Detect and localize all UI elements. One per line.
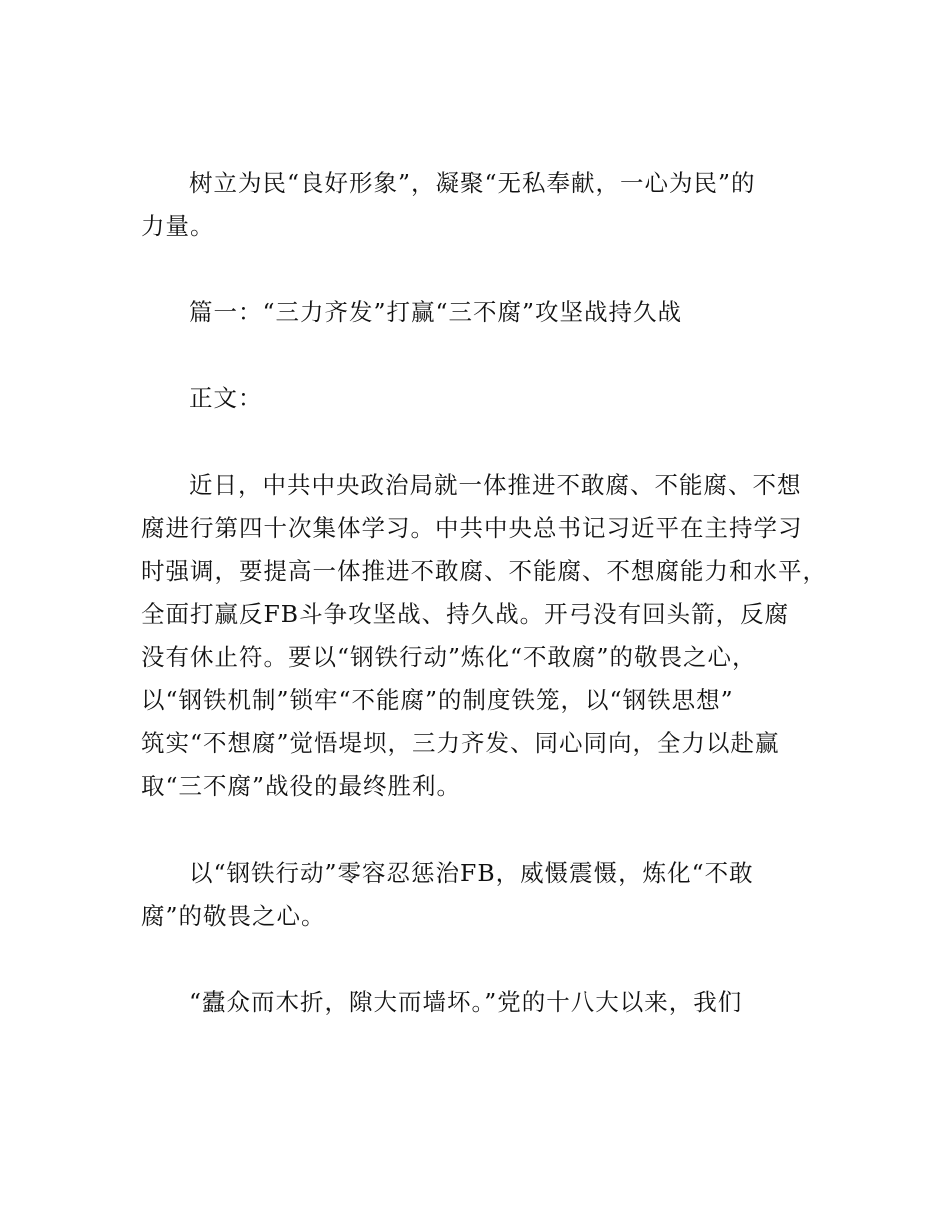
paragraph-5-line-1: 以“钢铁行动”零容忍惩治FB，威慑震慑，炼化“不敢	[189, 859, 754, 887]
paragraph-1-line-1: 树立为民“良好形象”，凝聚“无私奉献，一心为民”的	[189, 169, 756, 197]
paragraph-6-line-1: “蠹众而木折，隙大而墙坏。”党的十八大以来，我们	[189, 988, 743, 1016]
paragraph-4-line-1: 近日，中共中央政治局就一体推进不敢腐、不能腐、不想	[189, 471, 802, 499]
paragraph-4-line-8: 取“三不腐”战役的最终胜利。	[141, 772, 462, 800]
paragraph-4-line-6: 以“钢铁机制”锁牢“不能腐”的制度铁笼，以“钢铁思想”	[141, 686, 734, 714]
paragraph-4-line-5: 没有休止符。要以“钢铁行动”炼化“不敢腐”的敬畏之心，	[141, 643, 757, 671]
paragraph-4-line-3: 时强调，要提高一体推进不敢腐、不能腐、不想腐能力和水平，	[141, 557, 827, 585]
paragraph-4-line-2: 腐进行第四十次集体学习。中共中央总书记习近平在主持学习	[141, 514, 803, 542]
body-label: 正文：	[189, 384, 263, 412]
section-heading: 篇一：“三力齐发”打赢“三不腐”攻坚战持久战	[189, 298, 683, 326]
paragraph-1-line-2: 力量。	[141, 212, 215, 240]
paragraph-4-line-4: 全面打赢反FB斗争攻坚战、持久战。开弓没有回头箭，反腐	[141, 600, 790, 628]
paragraph-4-line-7: 筑实“不想腐”觉悟堤坝，三力齐发、同心同向，全力以赴赢	[141, 729, 780, 757]
paragraph-5-line-2: 腐”的敬畏之心。	[141, 902, 326, 930]
